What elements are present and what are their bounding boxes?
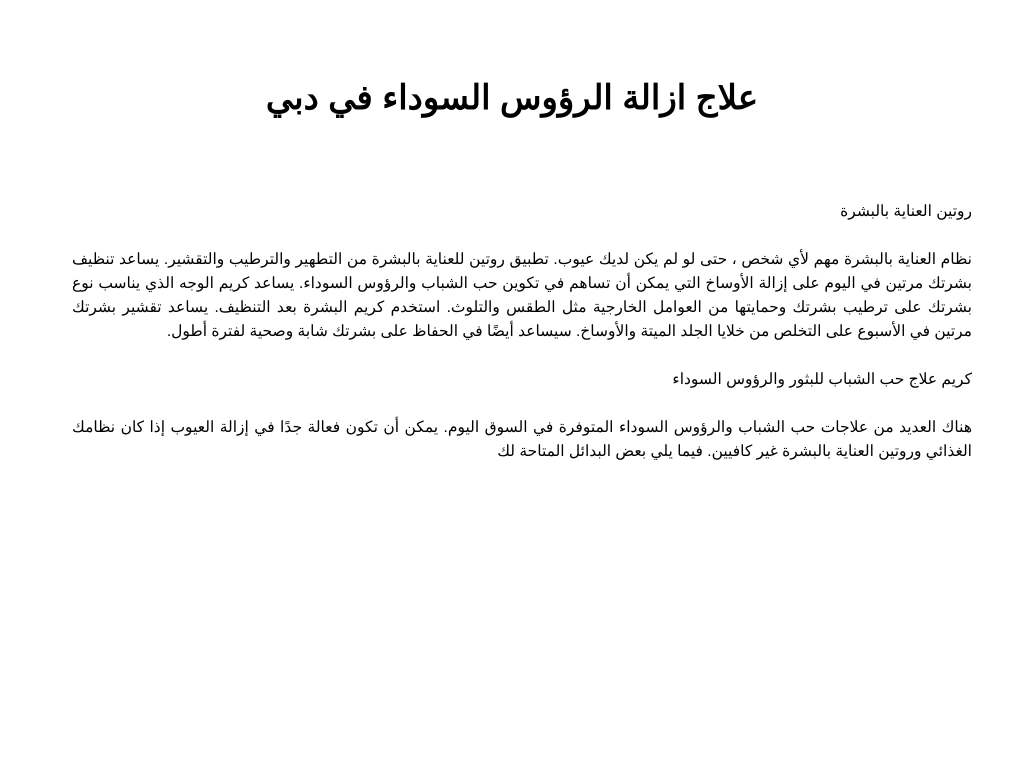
slide-title: علاج ازالة الرؤوس السوداء في دبي	[265, 79, 759, 117]
slide-body	[72, 200, 972, 488]
paragraph-skincare-routine: نظام العناية بالبشرة مهم لأي شخص ، حتى لو لم يكن لديك عيوب. تطبيق روتين للعناية بالبشرة من التطهير والترطيب والتقشير. يساعد تنظيف بشرتك مرتين في اليوم على إزالة الأوساخ التي يمكن أن تساهم في تكوين حب الشباب والرؤوس السوداء. يساعد كريم الوجه الذي يناسب نوع بشرتك على ترطيب بشرتك وحمايتها من العوامل الخارجية مثل الطقس والتلوث. استخدم كريم البشرة بعد التنظيف. يساعد تقشير بشرتك مرتين في الأسبوع على التخلص من خلايا الجلد الميتة والأوساخ. سيساعد أيضًا في الحفاظ على بشرتك شابة وصحية لفترة أطول.	[72, 251, 972, 340]
paragraph-acne-treatments: هناك العديد من علاجات حب الشباب والرؤوس السوداء المتوفرة في السوق اليوم. يمكن أن تكون فعالة جدًا في إزالة العيوب إذا كان نظامك الغذائي وروتين العناية بالبشرة غير كافيين. فيما يلي بعض البدائل المتاحة لك	[72, 419, 972, 460]
section-heading-skincare-routine: روتين العناية بالبشرة	[840, 203, 972, 220]
section-heading-acne-cream: كريم علاج حب الشباب للبثور والرؤوس السوداء	[672, 371, 972, 388]
